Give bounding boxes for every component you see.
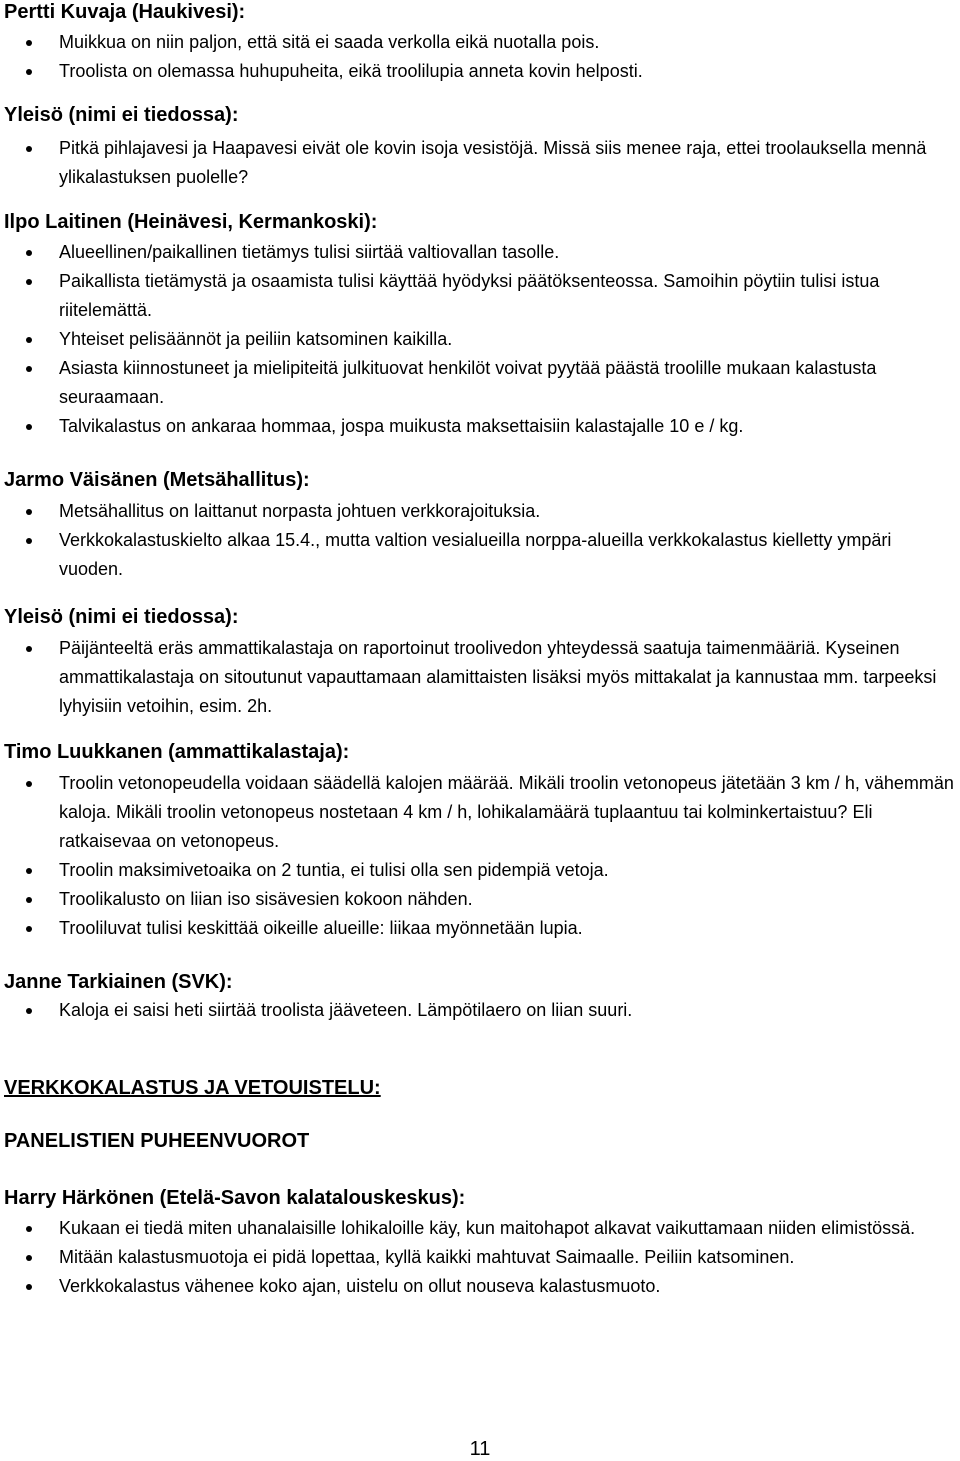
- bullet-icon: [26, 366, 32, 372]
- item-text: Troolista on olemassa huhupuheita, eikä troolilupia anneta kovin helposti.: [59, 61, 643, 81]
- bullet-icon: [26, 337, 32, 343]
- section-subheading: PANELISTIEN PUHEENVUOROT: [4, 1130, 310, 1152]
- bullet-icon: [26, 897, 32, 903]
- item-text: Verkkokalastus vähenee koko ajan, uistelu on ollut nouseva kalastusmuoto.: [59, 1276, 661, 1296]
- list-item: [4, 856, 954, 885]
- bullet-icon: [26, 424, 32, 430]
- list-item: [4, 526, 954, 584]
- bullet-icon: [26, 40, 32, 46]
- item-text: Trooliluvat tulisi keskittää oikeille alueille: liikaa myönnetään lupia.: [59, 918, 583, 938]
- list-item: [4, 57, 643, 86]
- speaker-block: [4, 970, 954, 1025]
- item-text: Troolin maksimivetoaika on 2 tuntia, ei tulisi olla sen pidempiä vetoja.: [59, 860, 609, 880]
- list-item: [4, 769, 954, 856]
- item-text: Verkkokalastuskielto alkaa 15.4., mutta valtion vesialueilla norppa-alueilla verkkokalastus kielletty ympäri vuoden.: [59, 530, 892, 579]
- item-text: Alueellinen/paikallinen tietämys tulisi siirtää valtiovallan tasolle.: [59, 242, 560, 262]
- item-text: Troolin vetonopeudella voidaan säädellä kalojen määrää. Mikäli troolin vetonopeus jätetään 3 km / h, vähemmän kaloja. Mikäli troolin vetonopeus nostetaan 4 km / h, lohikalamäärä tuplaantuu tai kolminkertaistuu? Eli ratkaisevaa on vetonopeus.: [59, 773, 954, 851]
- list-item: [4, 238, 954, 267]
- bullet-icon: [26, 926, 32, 932]
- speaker-block: [4, 1186, 954, 1301]
- item-text: Paikallista tietämystä ja osaamista tulisi käyttää hyödyksi päätöksenteossa. Samoihin pöytiin tulisi istua riitelemättä.: [59, 271, 880, 320]
- bullet-icon: [26, 781, 32, 787]
- item-text: Asiasta kiinnostuneet ja mielipiteitä julkituovat henkilöt voivat pyytää päästä troolille mukaan kalastusta seuraamaan.: [59, 358, 877, 407]
- bullet-icon: [26, 69, 32, 75]
- bullet-icon: [26, 1008, 32, 1014]
- item-text: Pitkä pihlajavesi ja Haapavesi eivät ole kovin isoja vesistöjä. Missä siis menee raja, ettei troolauksella mennä ylikalastuksen puolelle?: [59, 138, 927, 187]
- list-item: [4, 914, 954, 943]
- item-text: Yhteiset pelisäännöt ja peiliin katsominen kaikilla.: [59, 329, 453, 349]
- item-text: Kaloja ei saisi heti siirtää troolista jääveteen. Lämpötilaero on liian suuri.: [59, 1000, 633, 1020]
- bullet-icon: [26, 1255, 32, 1261]
- bullet-icon: [26, 538, 32, 544]
- bullet-icon: [26, 1226, 32, 1232]
- item-text: Kukaan ei tiedä miten uhanalaisille lohikaloille käy, kun maitohapot alkavat vaikuttamaan niiden elimistössä.: [59, 1218, 916, 1238]
- speaker-name: Yleisö (nimi ei tiedossa):: [4, 606, 239, 628]
- list-item: [4, 267, 954, 325]
- list-item: [4, 28, 643, 57]
- bullet-icon: [26, 250, 32, 256]
- speaker-name: Jarmo Väisänen (Metsähallitus):: [4, 469, 310, 491]
- speaker-block: [4, 468, 954, 584]
- item-text: Metsähallitus on laittanut norpasta johtuen verkkorajoituksia.: [59, 501, 541, 521]
- list-item: [4, 885, 954, 914]
- bullet-icon: [26, 868, 32, 874]
- bullet-icon: [26, 279, 32, 285]
- item-text: Päijänteeltä eräs ammattikalastaja on raportoinut troolivedon yhteydessä saatuja taimenmääriä. Kyseinen ammattikalastaja on sitoutunut vapauttamaan alamittaisten lisäksi myös mittakalat ja kannustaa mm. tarpeeksi lyhyisiin vetoihin, esim. 2h.: [59, 638, 937, 716]
- list-item: [4, 412, 954, 441]
- speaker-name: Janne Tarkiainen (SVK):: [4, 971, 233, 993]
- speaker-name: Yleisö (nimi ei tiedossa):: [4, 104, 239, 126]
- speaker-block: [4, 103, 954, 192]
- bullet-icon: [26, 1284, 32, 1290]
- item-text: Talvikalastus on ankaraa hommaa, jospa muikusta maksettaisiin kalastajalle 10 e / kg.: [59, 416, 744, 436]
- item-text: Troolikalusto on liian iso sisävesien kokoon nähden.: [59, 889, 473, 909]
- item-text: Muikkua on niin paljon, että sitä ei saada verkolla eikä nuotalla pois.: [59, 32, 600, 52]
- speaker-name: Ilpo Laitinen (Heinävesi, Kermankoski):: [4, 211, 378, 233]
- bullet-icon: [26, 146, 32, 152]
- speaker-name: Pertti Kuvaja (Haukivesi):: [4, 1, 246, 23]
- speaker-block: [4, 605, 954, 721]
- section-heading: VERKKOKALASTUS JA VETOUISTELU:: [4, 1077, 381, 1099]
- speaker-block: [4, 740, 954, 943]
- list-item: [4, 134, 954, 192]
- bullet-icon: [26, 646, 32, 652]
- list-item: [4, 996, 954, 1025]
- speaker-name: Harry Härkönen (Etelä-Savon kalatalouskeskus):: [4, 1187, 466, 1209]
- page-number: 11: [469, 1438, 491, 1460]
- list-item: [4, 354, 954, 412]
- list-item: [4, 497, 954, 526]
- list-item: [4, 634, 954, 721]
- speaker-block: [4, 210, 954, 441]
- list-item: [4, 325, 954, 354]
- bullet-icon: [26, 509, 32, 515]
- list-item: [4, 1214, 954, 1243]
- list-item: [4, 1272, 954, 1301]
- item-text: Mitään kalastusmuotoja ei pidä lopettaa, kyllä kaikki mahtuvat Saimaalle. Peiliin katsominen.: [59, 1247, 795, 1267]
- list-item: [4, 1243, 954, 1272]
- speaker-name: Timo Luukkanen (ammattikalastaja):: [4, 741, 350, 763]
- speaker-block: [4, 0, 643, 86]
